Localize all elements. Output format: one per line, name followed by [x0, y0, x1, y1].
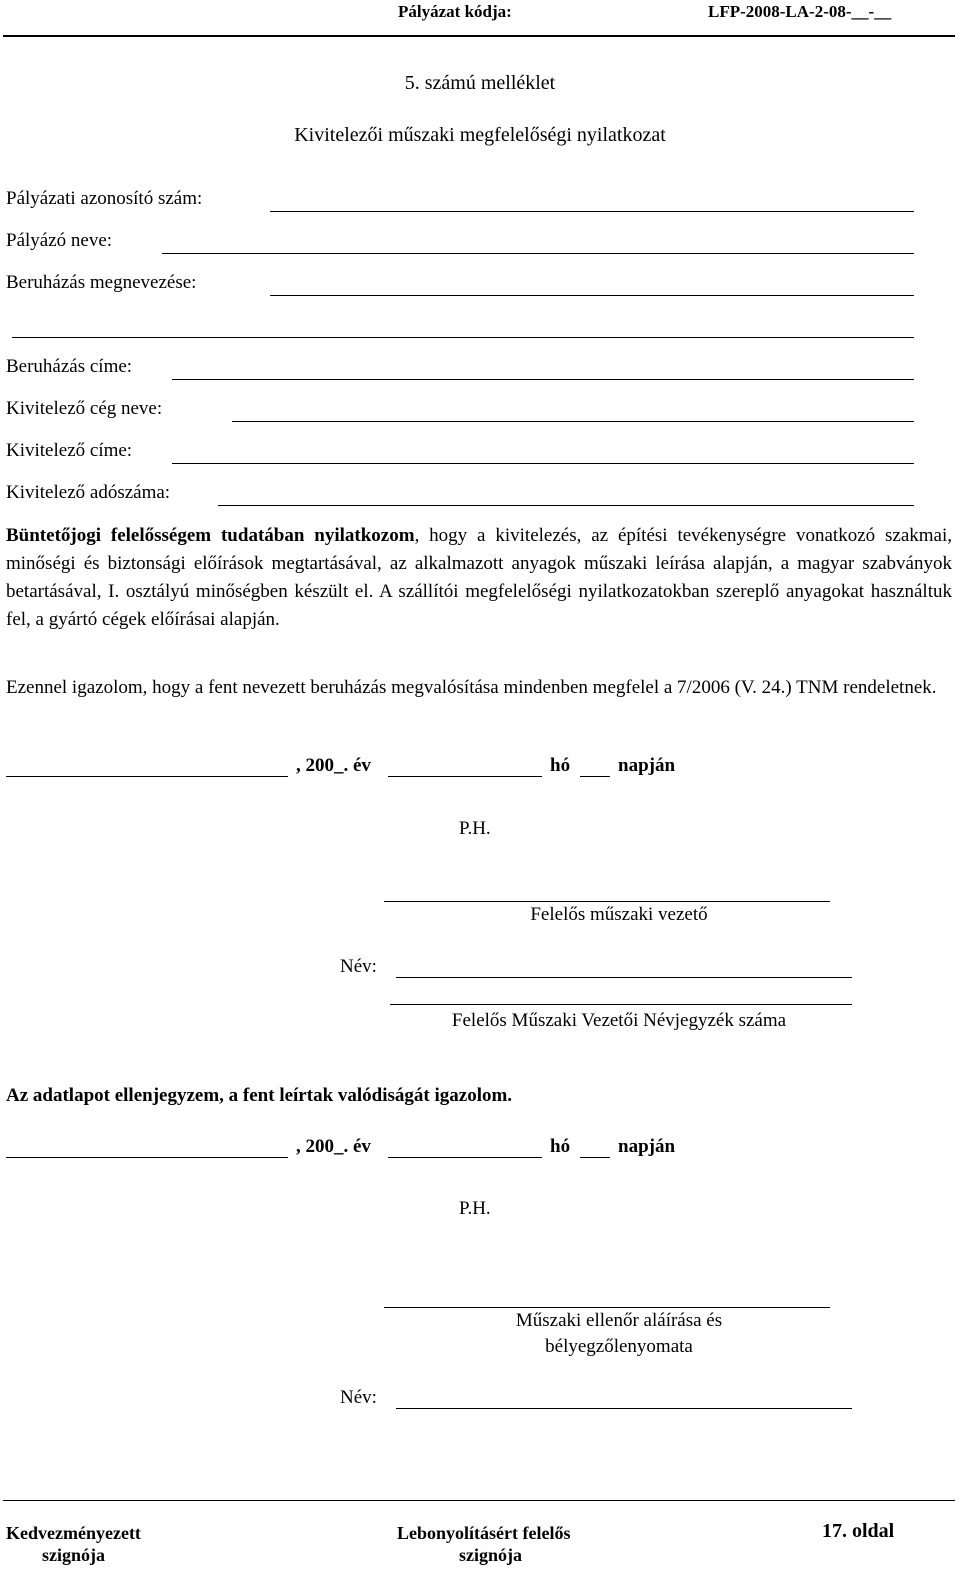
date-year-label: , 200_. év [296, 755, 371, 776]
field-label-investment-name: Beruházás megnevezése: [6, 272, 197, 293]
header-code-label: Pályázat kódja: [398, 2, 512, 21]
date-month-label: hó [550, 755, 571, 776]
field-label-application-id: Pályázati azonosító szám: [6, 188, 203, 209]
field-line-application-id[interactable] [270, 211, 914, 212]
stamp-placeholder: P.H. [459, 818, 491, 839]
registry-number-line[interactable] [390, 1004, 852, 1005]
field-line-investment-name-2[interactable] [12, 337, 914, 338]
registry-number-label: Felelős Műszaki Vezetői Névjegyzék száma [451, 1010, 787, 1031]
date-year-label-2: , 200_. év [296, 1136, 371, 1157]
date-day-label: napján [618, 755, 676, 776]
countersign-statement: Az adatlapot ellenjegyzem, a fent leírtak valódiságát igazolom. [6, 1085, 513, 1106]
header-rule [3, 35, 955, 37]
field-line-contractor-name[interactable] [232, 421, 914, 422]
declaration-text: , hogy a kivitelezés, az építési tevékenységre vonatkozó szakmai, minőségi és biztonsági előírások megtartásával, az alkalmazott anyagok műszaki leírása alapján, a magyar szabványok betartásával, I. osztályú minőségben készült el. A szállítói megfelelőségi nyilatkozatokban szereplő anyagokat használtuk fel, a gyártó cégek előírásai alapján. [6, 525, 953, 630]
footer-beneficiary [6, 1522, 141, 1566]
field-label-contractor-address: Kivitelező címe: [6, 440, 133, 461]
field-line-investment-name[interactable] [270, 295, 914, 296]
confirmation-text: Ezennel igazolom, hogy a fent nevezett beruházás megvalósítása mindenben megfelel a 7/2006 (V. 24.) TNM rendeletnek. [6, 677, 937, 698]
confirmation-paragraph [6, 674, 952, 702]
header-code-value: LFP-2008-LA-2-08-__-__ [708, 2, 892, 21]
footer-beneficiary-line2: szignója [42, 1545, 105, 1565]
declaration-paragraph [6, 522, 952, 634]
field-label-contractor-name: Kivitelező cég neve: [6, 398, 163, 419]
field-line-contractor-tax-number[interactable] [218, 505, 914, 506]
date-place-line-2[interactable] [6, 1157, 288, 1158]
field-line-contractor-address[interactable] [172, 463, 914, 464]
site-manager-name-line[interactable] [396, 977, 852, 978]
date-month-line-2[interactable] [388, 1157, 542, 1158]
footer-organizer-line2: szignója [459, 1545, 522, 1565]
date-month-line[interactable] [388, 776, 542, 777]
inspector-role-line1: Műszaki ellenőr aláírása és [515, 1310, 723, 1331]
inspector-role-line2: bélyegzőlenyomata [545, 1336, 693, 1357]
inspector-name-label: Név: [340, 1387, 377, 1408]
footer-organizer [397, 1522, 570, 1566]
annex-title: 5. számú melléklet [404, 72, 556, 94]
date-day-line-2[interactable] [580, 1157, 610, 1158]
site-manager-name-label: Név: [340, 956, 377, 977]
page-number: 17. oldal [822, 1520, 895, 1542]
document-title: Kivitelezői műszaki megfelelőségi nyilatkozat [294, 124, 666, 146]
field-line-investment-address[interactable] [172, 379, 914, 380]
footer-rule [3, 1500, 955, 1501]
signature-line-site-manager[interactable] [384, 901, 830, 902]
footer-beneficiary-line1: Kedvezményezett [6, 1523, 141, 1543]
stamp-placeholder-2: P.H. [459, 1198, 491, 1219]
signature-line-inspector[interactable] [384, 1307, 830, 1308]
field-label-applicant-name: Pályázó neve: [6, 230, 113, 251]
date-place-line[interactable] [6, 776, 288, 777]
field-label-investment-address: Beruházás címe: [6, 356, 133, 377]
inspector-name-line[interactable] [396, 1408, 852, 1409]
date-month-label-2: hó [550, 1136, 571, 1157]
declaration-bold-lead: Büntetőjogi felelősségem tudatában nyilatkozom [6, 525, 415, 546]
date-day-line[interactable] [580, 776, 610, 777]
field-line-applicant-name[interactable] [162, 253, 914, 254]
date-day-label-2: napján [618, 1136, 676, 1157]
footer-organizer-line1: Lebonyolításért felelős [397, 1523, 571, 1543]
site-manager-role: Felelős műszaki vezető [530, 904, 708, 925]
field-label-contractor-tax-number: Kivitelező adószáma: [6, 482, 171, 503]
